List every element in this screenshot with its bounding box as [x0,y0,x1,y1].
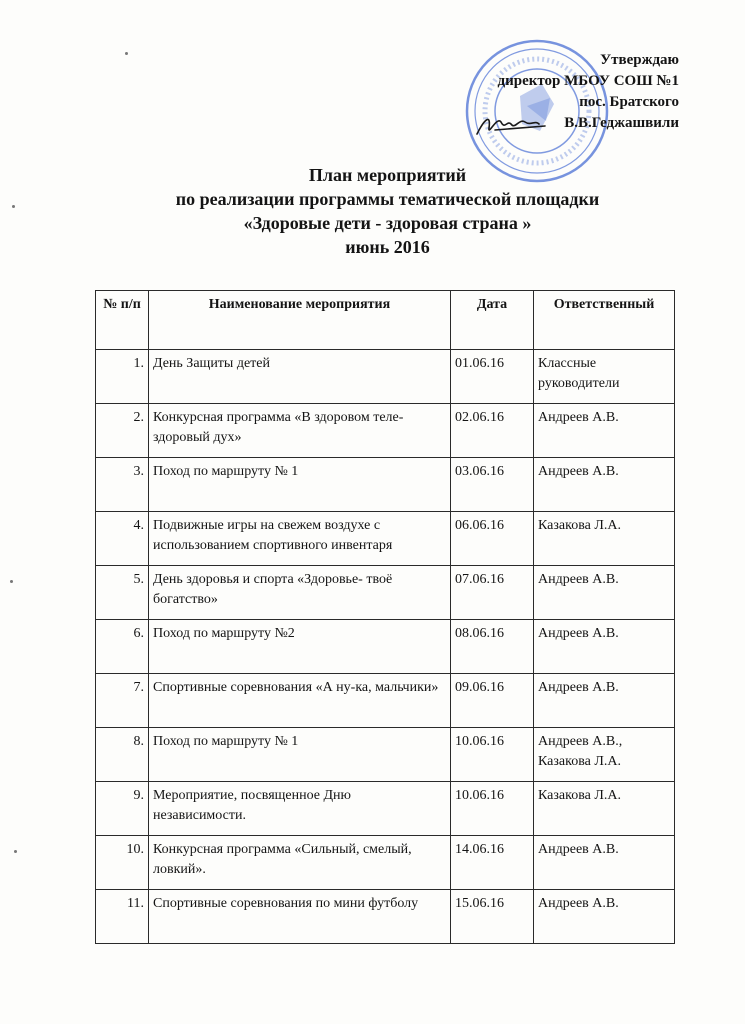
event-date: 14.06.16 [451,836,534,890]
table-row [96,350,675,404]
table-row [96,458,675,512]
row-number: 1. [96,350,149,404]
event-date: 08.06.16 [451,620,534,674]
table-row [96,782,675,836]
title-line: «Здоровые дети - здоровая страна » [243,213,532,233]
responsible-person: Андреев А.В. [534,620,675,674]
table-row [96,674,675,728]
event-name: Поход по маршруту № 1 [149,458,451,512]
title-line: июнь 2016 [345,237,430,257]
header-responsible: Ответственный [534,291,675,350]
events-table [95,290,675,944]
responsible-person: Казакова Л.А. [534,782,675,836]
scan-speck [10,580,13,583]
event-date: 03.06.16 [451,458,534,512]
event-name: Спортивные соревнования по мини футболу [149,890,451,944]
responsible-person: Казакова Л.А. [534,512,675,566]
responsible-person: Классные руководители [534,350,675,404]
approval-line: директор МБОУ СОШ №1 [497,73,679,89]
header-number: № п/п [96,291,149,350]
row-number: 7. [96,674,149,728]
responsible-person: Андреев А.В. [534,458,675,512]
event-date: 02.06.16 [451,404,534,458]
row-number: 10. [96,836,149,890]
responsible-person: Андреев А.В., Казакова Л.А. [534,728,675,782]
responsible-person: Андреев А.В. [534,836,675,890]
event-name: Поход по маршруту №2 [149,620,451,674]
responsible-person: Андреев А.В. [534,674,675,728]
row-number: 11. [96,890,149,944]
approval-line: пос. Братского [579,94,679,110]
table-row [96,620,675,674]
event-name: День Защиты детей [149,350,451,404]
event-name: Мероприятие, посвященное Дню независимости. [149,782,451,836]
table-row [96,566,675,620]
row-number: 3. [96,458,149,512]
row-number: 8. [96,728,149,782]
event-name: Поход по маршруту № 1 [149,728,451,782]
event-date: 07.06.16 [451,566,534,620]
row-number: 2. [96,404,149,458]
event-date: 15.06.16 [451,890,534,944]
document-title [0,163,745,259]
event-name: Конкурсная программа «Сильный, смелый, ловкий». [149,836,451,890]
event-date: 09.06.16 [451,674,534,728]
event-date: 10.06.16 [451,728,534,782]
table-row [96,404,675,458]
event-date: 10.06.16 [451,782,534,836]
responsible-person: Андреев А.В. [534,566,675,620]
event-name: Конкурсная программа «В здоровом теле-здоровый дух» [149,404,451,458]
responsible-person: Андреев А.В. [534,404,675,458]
approval-line: В.В.Геджашвили [564,115,679,131]
table-row [96,728,675,782]
row-number: 9. [96,782,149,836]
table-row [96,836,675,890]
event-date: 06.06.16 [451,512,534,566]
event-name: День здоровья и спорта «Здоровье- твоё богатство» [149,566,451,620]
table-row [96,512,675,566]
table-row [96,890,675,944]
row-number: 5. [96,566,149,620]
header-event-name: Наименование мероприятия [149,291,451,350]
approval-line: Утверждаю [600,52,679,68]
row-number: 6. [96,620,149,674]
row-number: 4. [96,512,149,566]
title-line: по реализации программы тематической площадки [175,189,600,209]
event-date: 01.06.16 [451,350,534,404]
scan-speck [12,205,15,208]
table-header-row [96,291,675,350]
header-date: Дата [451,291,534,350]
title-line: План мероприятий [308,165,467,185]
scan-speck [14,850,17,853]
scan-speck [125,52,128,55]
event-name: Спортивные соревнования «А ну-ка, мальчики» [149,674,451,728]
approval-block [498,50,680,134]
responsible-person: Андреев А.В. [534,890,675,944]
event-name: Подвижные игры на свежем воздухе с использованием спортивного инвентаря [149,512,451,566]
